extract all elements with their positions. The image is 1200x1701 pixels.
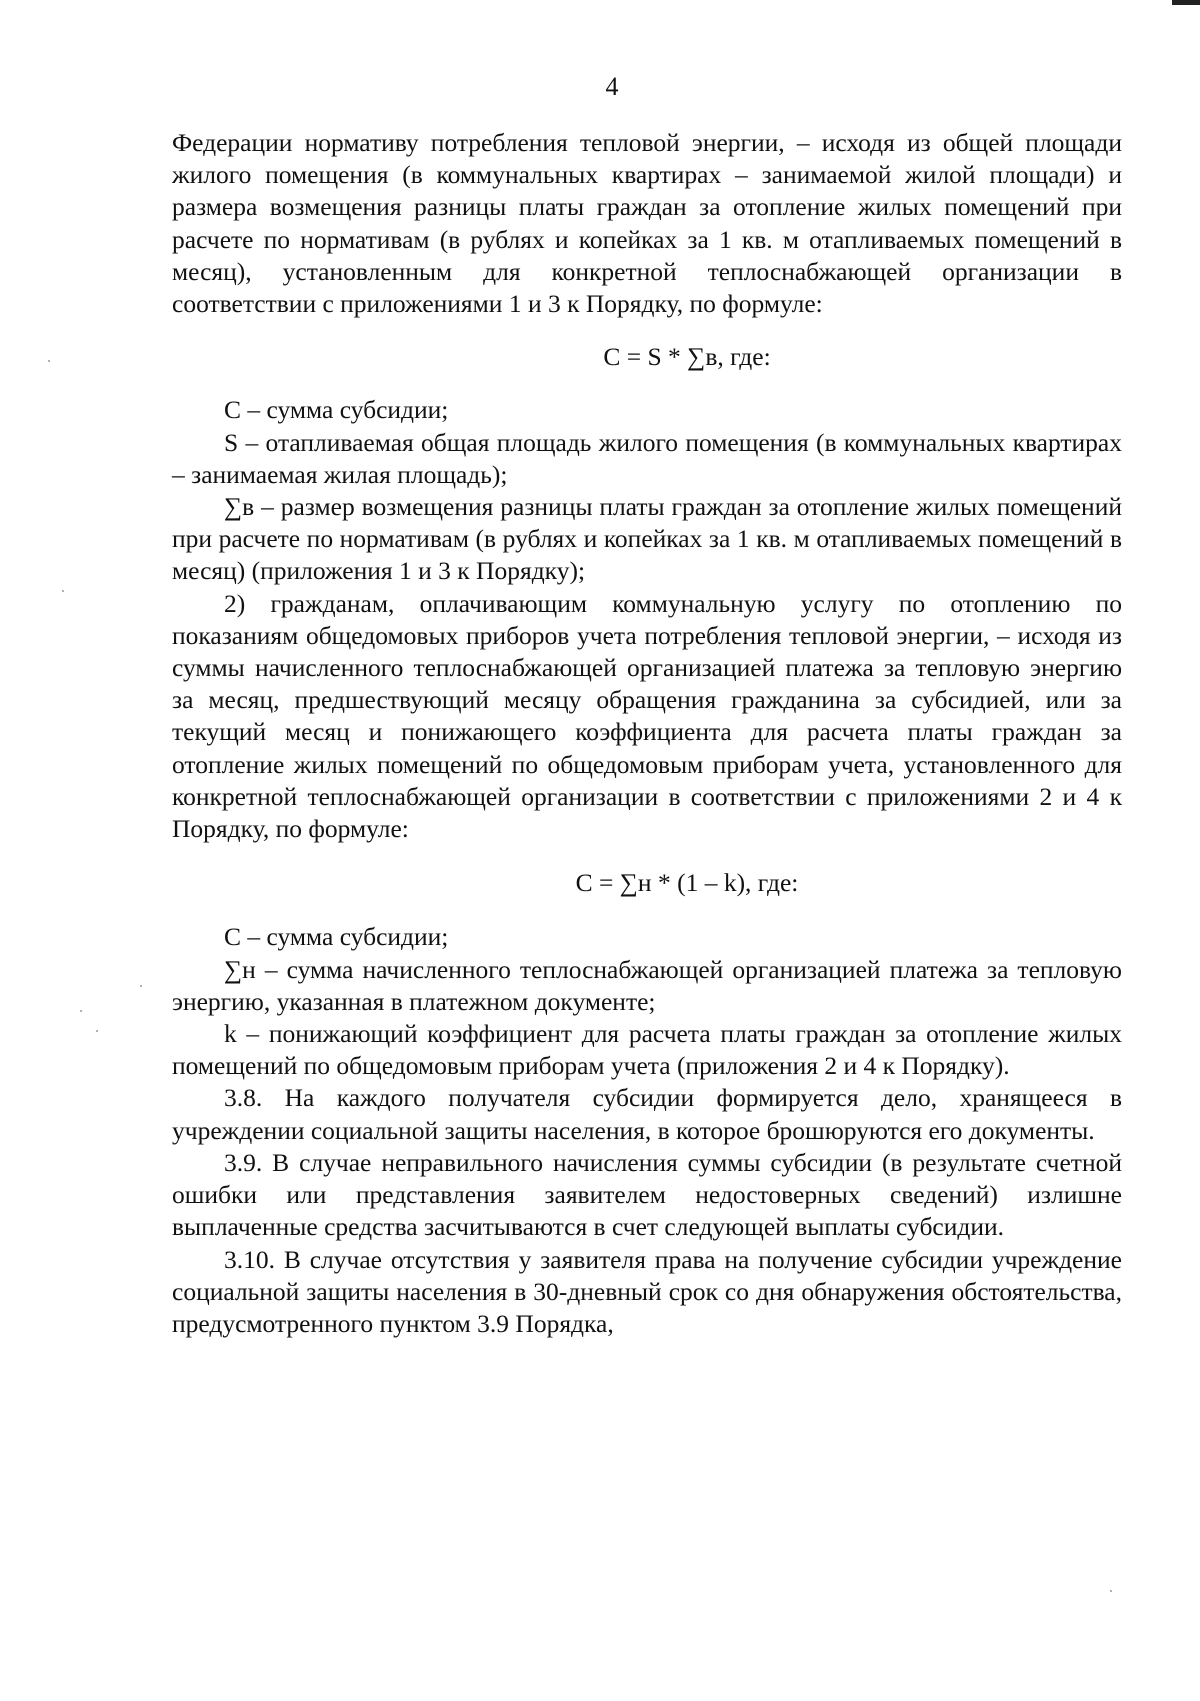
scan-speck: [96, 1030, 98, 1032]
formula-heating-by-meter: C = ∑н * (1 – k), где:: [575, 868, 799, 898]
definition-sum-v: ∑в – размер возмещения разницы платы граждан за отопление жилых помещений при расчете по нормативам (в рублях и копейках за 1 кв. м отапливаемых помещений в месяц) (приложения 1 и 3 к Порядку);: [172, 492, 1122, 586]
definition-c-2: С – сумма субсидии;: [224, 922, 449, 952]
document-body: [172, 127, 1122, 1340]
definition-c: С – сумма субсидии;: [224, 395, 449, 425]
definition-s: S – отапливаемая общая площадь жилого помещения (в коммунальных квартирах – занимаемая жилая площадь);: [172, 427, 1122, 489]
paragraph-3-9: 3.9. В случае неправильного начисления суммы субсидии (в результате счетной ошибки или представления заявителем недостоверных сведений) излишне выплаченные средства засчитываются в счет следующей выплаты субсидии.: [172, 1147, 1122, 1242]
scan-speck: [80, 1010, 82, 1012]
scan-edge-mark: [1172, 0, 1200, 5]
definition-k: k – понижающий коэффициент для расчета платы граждан за отопление жилых помещений по общедомовым приборам учета (приложения 2 и 4 к Порядку).: [172, 1019, 1122, 1081]
scan-speck: [1110, 1590, 1112, 1592]
formula-heating-by-norm: C = S * ∑в, где:: [603, 342, 771, 372]
paragraph-3-10: 3.10. В случае отсутствия у заявителя права на получение субсидии учреждение социальной защиты населения в 30-дневный срок со дня обнаружения обстоятельства, предусмотренного пунктом 3.9 Порядка,: [172, 1244, 1122, 1338]
paragraph-continuation: Федерации нормативу потребления тепловой энергии, – исходя из общей площади жилого помещения (в коммунальных квартирах – занимаемой жилой площади) и размера возмещения разницы платы граждан за отопление жилых помещений при расчете по нормативам (в рублях и копейках за 1 кв. м отапливаемых помещений в месяц), установленным для конкретной теплоснабжающей организации в соответствии с приложениями 1 и 3 к Порядку, по формуле:: [172, 128, 1122, 319]
scan-speck: [48, 360, 50, 362]
paragraph-3-8: 3.8. На каждого получателя субсидии формируется дело, хранящееся в учреждении социальной защиты населения, в которое брошюруются его документы.: [172, 1083, 1122, 1145]
page-number: 4: [605, 72, 619, 101]
definition-sum-n: ∑н – сумма начисленного теплоснабжающей организацией платежа за тепловую энергию, указанная в платежном документе;: [172, 954, 1122, 1016]
scan-speck: [140, 985, 142, 987]
scan-speck: [62, 590, 64, 592]
paragraph-item-2: 2) гражданам, оплачивающим коммунальную услугу по отоплению по показаниям общедомовых приборов учета потребления тепловой энергии, – исходя из суммы начисленного теплоснабжающей организацией платежа за тепловую энергию за месяц, предшествующий месяцу обращения гражданина за субсидией, или за текущий месяц и понижающего коэффициента для расчета платы граждан за отопление жилых помещений по общедомовым приборам учета, установленного для конкретной теплоснабжающей организации в соответствии с приложениями 2 и 4 к Порядку, по формуле:: [172, 588, 1122, 844]
